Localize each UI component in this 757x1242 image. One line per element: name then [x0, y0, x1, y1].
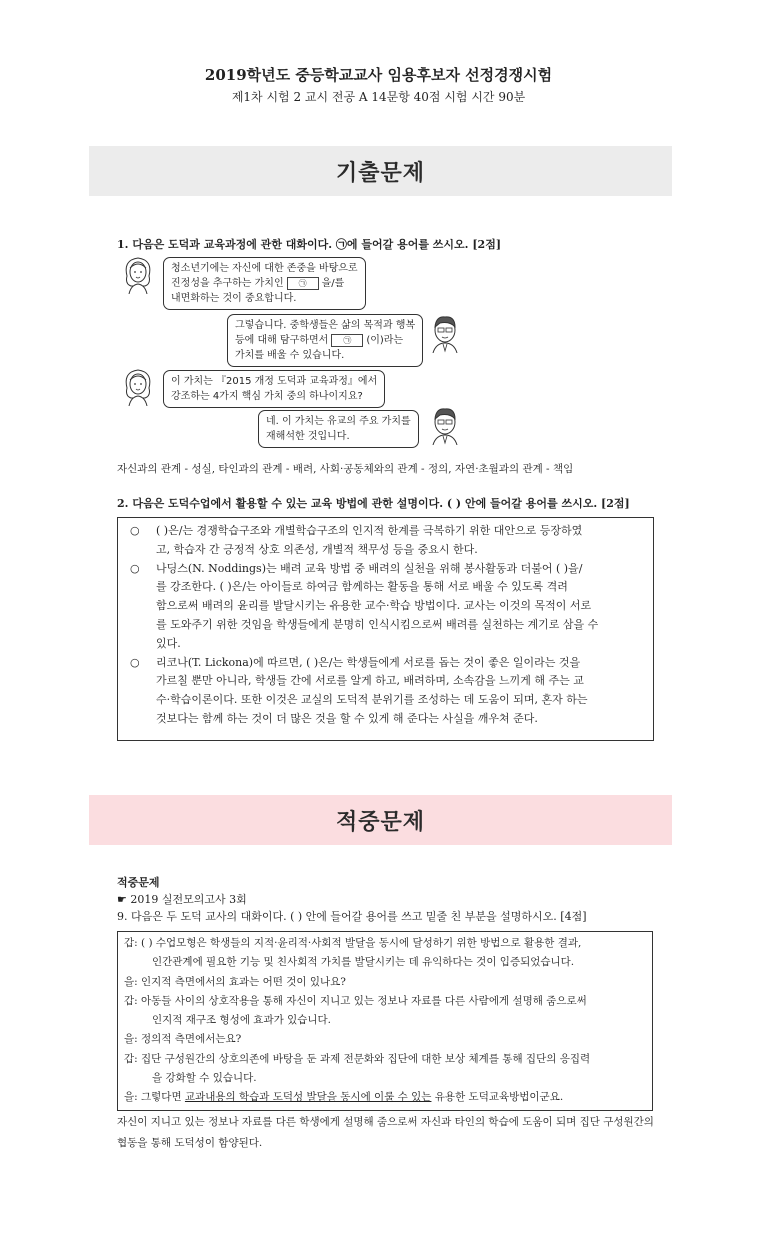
dialogue-line: 인지적 재구조 형성에 효과가 있습니다. [152, 1014, 331, 1027]
male-teacher-avatar [428, 313, 462, 353]
dialogue-line: 유용한 도덕교육방법이군요. [431, 1091, 564, 1104]
item-line: 수·학습이론이다. 또한 이것은 교실의 도덕적 분위기를 조성하는 데 도움이 되며, 혼자 하는 [156, 693, 588, 707]
section-banner-hit-problems: 적중문제 [89, 795, 672, 845]
bubble-line: 가치를 배울 수 있습니다. [235, 350, 345, 361]
answer-blank: ㉠ [287, 277, 319, 290]
section-banner-past-exam: 기출문제 [89, 146, 672, 196]
dialogue-line: 인간관계에 필요한 기능 및 친사회적 가치를 발달시키는 데 유익하다는 것이 입증되었습니다. [152, 956, 575, 969]
exam-subtitle: 제1차 시험 2 교시 전공 A 14문항 40점 시험 시간 90분 [231, 90, 526, 104]
dialogue-line: 갑: 아동들 사이의 상호작용을 통해 자신이 지니고 있는 정보나 자료를 다른 사람에게 설명해 줌으로써 [124, 994, 587, 1007]
dialogue-line: 갑: ( ) 수업모형은 학생들의 지적·윤리적·사회적 발달을 동시에 달성하기 위한 방법으로 활용한 결과, [124, 937, 582, 949]
bubble-line: 강조하는 4가지 핵심 가치 중의 하나이지요? [171, 391, 363, 402]
item-line: 가르칠 뿐만 아니라, 학생들 간에 서로를 알게 하고, 배려하며, 소속감을 느끼게 해 주는 교 [156, 674, 584, 688]
item-line: 고, 학습자 간 긍정적 상호 의존성, 개별적 책무성 등을 중요시 한다. [156, 542, 478, 556]
underlined-phrase: 교과내용의 학습과 도덕성 발달을 동시에 이룰 수 있는 [184, 1091, 432, 1104]
dialogue-line: 을 강화할 수 있습니다. [152, 1072, 257, 1085]
list-item [126, 522, 645, 560]
item-line: 있다. [156, 636, 181, 650]
bubble-line: 그렇습니다. 중학생들은 삶의 목적과 행복 [235, 320, 416, 331]
dialogue-line: 을: 인지적 측면에서의 효과는 어떤 것이 있나요? [124, 975, 346, 988]
exam-title: 2019학년도 중등학교교사 임용후보자 선정경쟁시험 [204, 66, 553, 84]
bullet-icon: ○ [130, 655, 140, 669]
item-line: 것보다는 함께 하는 것이 더 많은 것을 할 수 있게 해 준다는 사실을 깨우쳐 준다. [156, 711, 538, 725]
male-teacher-avatar [428, 405, 462, 445]
speech-bubble-1 [163, 257, 366, 310]
bubble-line: 내면화하는 것이 중요합니다. [171, 293, 297, 304]
bubble-line: 네. 이 가치는 유교의 주요 가치를 [266, 416, 411, 427]
question-2-prompt: 2. 다음은 도덕수업에서 활용할 수 있는 교육 방법에 관한 설명이다. ( ) 안에 들어갈 용어를 쓰시오. [2점] [117, 497, 630, 510]
dialogue-line: 을: 정의적 측면에서는요? [124, 1033, 242, 1046]
list-item [126, 654, 645, 729]
bullet-icon: ○ [130, 561, 140, 575]
speech-bubble-4 [258, 410, 419, 448]
female-teacher-avatar [121, 254, 155, 294]
item-line: 리코나(T. Lickona)에 따르면, ( )은/는 학생들에게 서로를 돕는 것이 좋은 일이라는 것을 [156, 655, 581, 669]
question-9-prompt: 9. 다음은 두 도덕 교사의 대화이다. ( ) 안에 들어갈 용어를 쓰고 밑줄 친 부분을 설명하시오. [4점] [117, 910, 587, 923]
speech-bubble-2 [227, 314, 423, 367]
dialogue-line: 갑: 집단 구성원간의 상호의존에 바탕을 둔 과제 전문화와 집단에 대한 보상 체계를 통해 집단의 응집력 [124, 1052, 591, 1065]
item-line: 나딩스(N. Noddings)는 배려 교육 방법 중 배려의 실천을 위해 봉사활동과 더불어 ( )을/ [156, 561, 583, 575]
section-label: 적중문제 [117, 876, 160, 889]
dialogue-box [117, 931, 653, 1111]
question-1-prompt: 1. 다음은 도덕과 교육과정에 관한 대화이다. ㉠에 들어갈 용어를 쓰시오. [2점] [117, 238, 502, 251]
list-item [126, 560, 645, 654]
female-teacher-avatar [121, 366, 155, 406]
model-answer: 자신이 지니고 있는 정보나 자료를 다른 학생에게 설명해 줌으로써 자신과 타인의 학습에 도움이 되며 집단 구성원간의 협동을 통해 도덕성이 함양된다. [117, 1116, 654, 1149]
bubble-line: 등에 대해 탐구하면서 [235, 335, 329, 346]
speech-bubble-3 [163, 370, 385, 408]
bubble-line: (이)라는 [366, 335, 404, 346]
core-values-summary: 자신과의 관계 - 성실, 타인과의 관계 - 배려, 사회·공동체와의 관계 - 정의, 자연·초월과의 관계 - 책임 [117, 463, 574, 475]
item-line: 함으로써 배려의 윤리를 발달시키는 유용한 교수·학습 방법이다. 교사는 이것의 목적이 서로 [156, 599, 592, 613]
bubble-line: 을/를 [321, 278, 345, 289]
bubble-line: 청소년기에는 자신에 대한 존중을 바탕으로 [171, 263, 358, 274]
bubble-line: 이 가치는 『2015 개정 도덕과 교육과정』에서 [171, 376, 378, 387]
answer-blank: ㉠ [331, 334, 363, 347]
question-2-box [117, 517, 654, 741]
item-line: ( )은/는 경쟁학습구조와 개별학습구조의 인지적 한계를 극복하기 위한 대안으로 등장하였 [156, 524, 583, 537]
bullet-icon: ○ [130, 524, 140, 537]
bubble-line: 진정성을 추구하는 가치인 [171, 278, 284, 289]
dialogue-line: 을: 그렇다면 [124, 1091, 185, 1104]
bubble-line: 재해석한 것입니다. [266, 431, 350, 442]
item-line: 를 강조한다. ( )은/는 아이들로 하여금 함께하는 활동을 통해 서로 배울 수 있도록 격려 [156, 580, 568, 594]
item-line: 를 도와주기 위한 것임을 학생들에게 분명히 인식시킴으로써 배려를 실천하는 계기로 삼을 수 [156, 617, 599, 631]
question-source: ☛ 2019 실전모의고사 3회 [117, 893, 247, 906]
